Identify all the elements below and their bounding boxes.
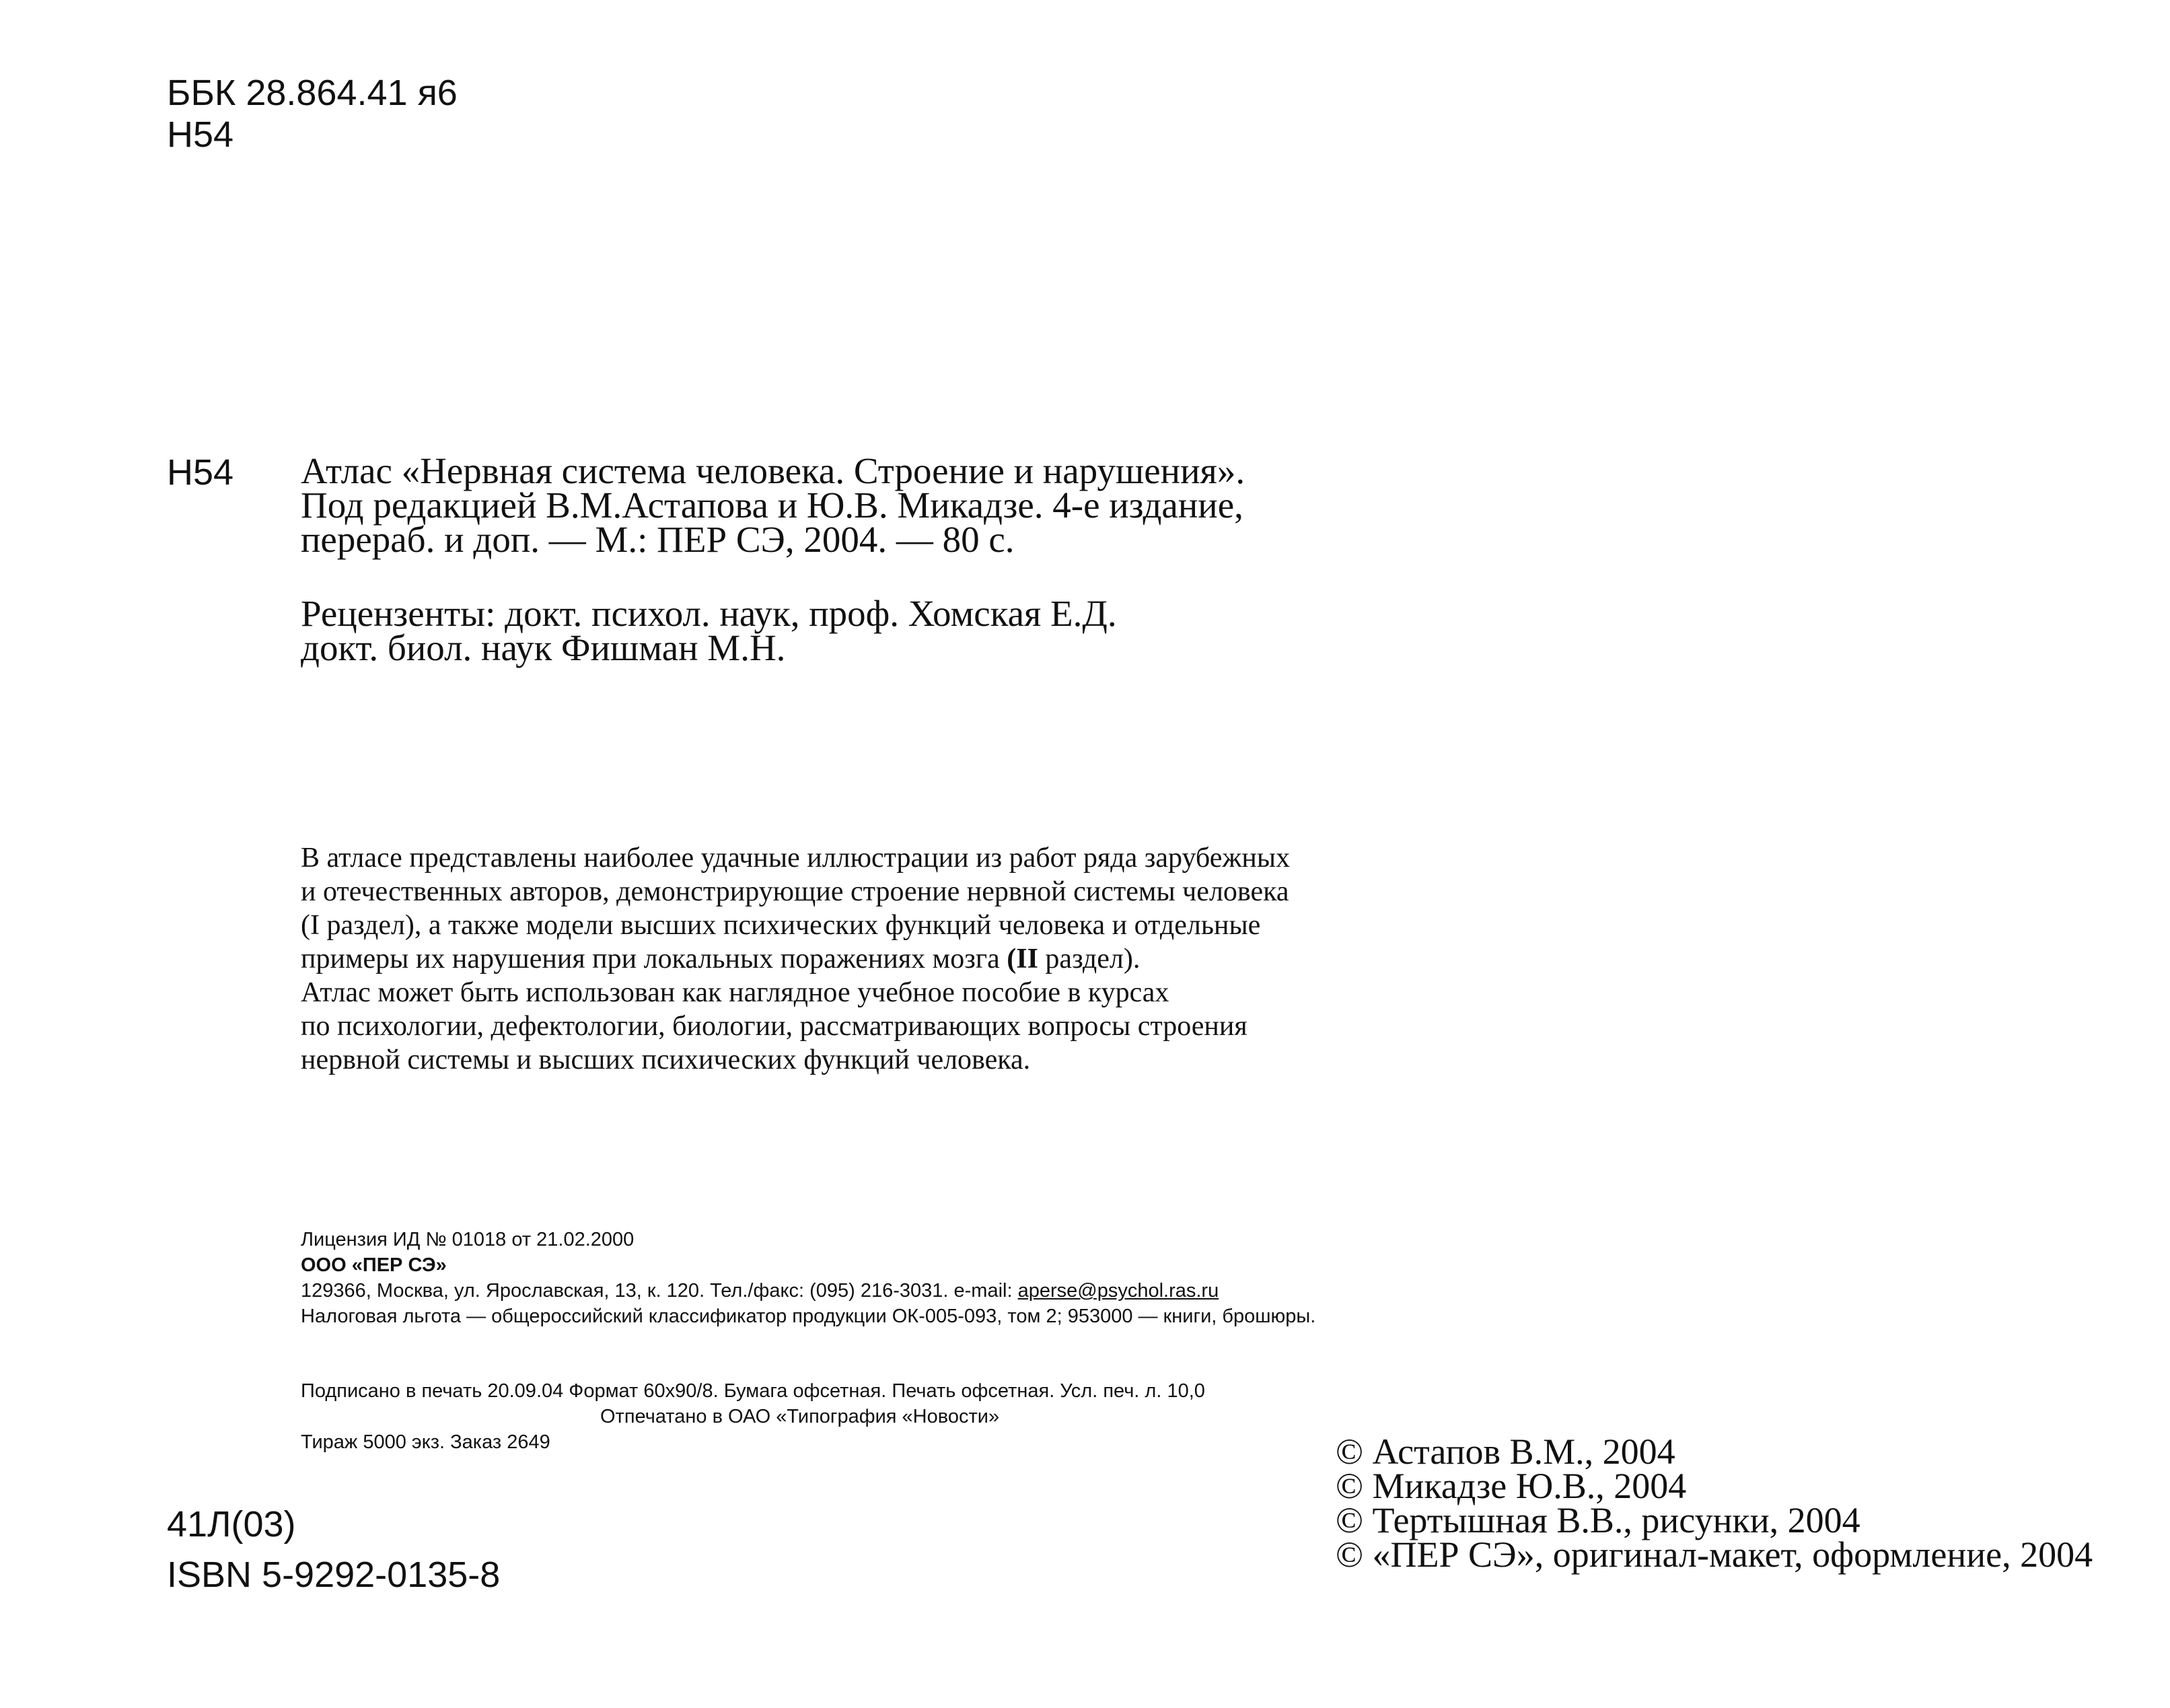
reviewers-block	[301, 593, 1117, 668]
printer-line: Отпечатано в ОАО «Типография «Новости»	[600, 1406, 1000, 1427]
copyright-block	[1336, 1431, 2093, 1575]
entry-title-line: Атлас «Нервная система человека. Строение и нарушения».	[301, 450, 1245, 491]
abstract-text: раздел).	[1045, 944, 1141, 974]
signed-line: Подписано в печать 20.09.04 Формат 60x90/8. Бумага офсетная. Печать офсетная. Усл. печ. л. 10,0	[301, 1380, 1205, 1402]
address-line	[301, 1278, 1315, 1304]
license-line: Лицензия ИД № 01018 от 21.02.2000	[301, 1229, 635, 1250]
imprint-publisher-block	[301, 1227, 1315, 1329]
print-run-line: Тираж 5000 экз. Заказ 2649	[301, 1431, 550, 1453]
bibliographic-entry	[301, 450, 1245, 560]
abstract-line: В атласе представлены наиболее удачные иллюстрации из работ ряда зарубежных	[301, 843, 1291, 874]
publisher-name	[301, 1252, 1315, 1278]
bbk-code: ББК 28.864.41 я6	[167, 73, 458, 113]
reviewer-line: Рецензенты: докт. психол. наук, проф. Хомская Е.Д.	[301, 593, 1117, 634]
abstract-text: примеры их нарушения при локальных поражениях мозга	[301, 944, 1000, 974]
entry-editors-line: Под редакцией В.М.Астапова и Ю.В. Микадзе. 4-е издание,	[301, 485, 1243, 526]
tax-line: Налоговая льгота — общероссийский классификатор продукции ОК-005-093, том 2; 953000 — книги, брошюры.	[301, 1306, 1316, 1327]
address-text: 129366, Москва, ул. Ярославская, 13, к. 120. Тел./факс: (095) 216-3031. e-mail:	[301, 1280, 1013, 1302]
author-sign: Н54	[167, 114, 234, 155]
abstract-bold-text: (II	[1007, 944, 1038, 974]
abstract	[301, 841, 1290, 1077]
entry-publication-line: перераб. и доп. — М.: ПЕР СЭ, 2004. — 80 с.	[301, 519, 1015, 560]
isbn: ISBN 5-9292-0135-8	[167, 1555, 501, 1595]
reviewer-line: докт. биол. наук Фишман М.Н.	[301, 627, 786, 668]
abstract-line: по психологии, дефектологии, биологии, рассматривающих вопросы строения	[301, 1011, 1247, 1042]
abstract-line: нервной системы и высших психических функций человека.	[301, 1044, 1031, 1075]
entry-author-sign: Н54	[167, 452, 234, 493]
abstract-line: Атлас может быть использован как наглядное учебное пособие в курсах	[301, 977, 1169, 1008]
abstract-line: и отечественных авторов, демонстрирующие строение нервной системы человека	[301, 876, 1289, 907]
email-link[interactable]: aperse@psychol.ras.ru	[1017, 1280, 1219, 1302]
abstract-line	[301, 942, 1290, 976]
copyright-line: © Тертышная В.В., рисунки, 2004	[1336, 1500, 1860, 1540]
publisher-name-text: ООО «ПЕР СЭ»	[301, 1254, 447, 1276]
abstract-line: (I раздел), а также модели высших психических функций человека и отдельные	[301, 910, 1261, 941]
copyright-line: © «ПЕР СЭ», оригинал-макет, оформление, 2004	[1336, 1534, 2093, 1575]
copyright-line: © Микадзе Ю.В., 2004	[1336, 1466, 1687, 1506]
copyright-line: © Астапов В.М., 2004	[1336, 1431, 1675, 1472]
classification-code: 41Л(03)	[167, 1504, 296, 1544]
